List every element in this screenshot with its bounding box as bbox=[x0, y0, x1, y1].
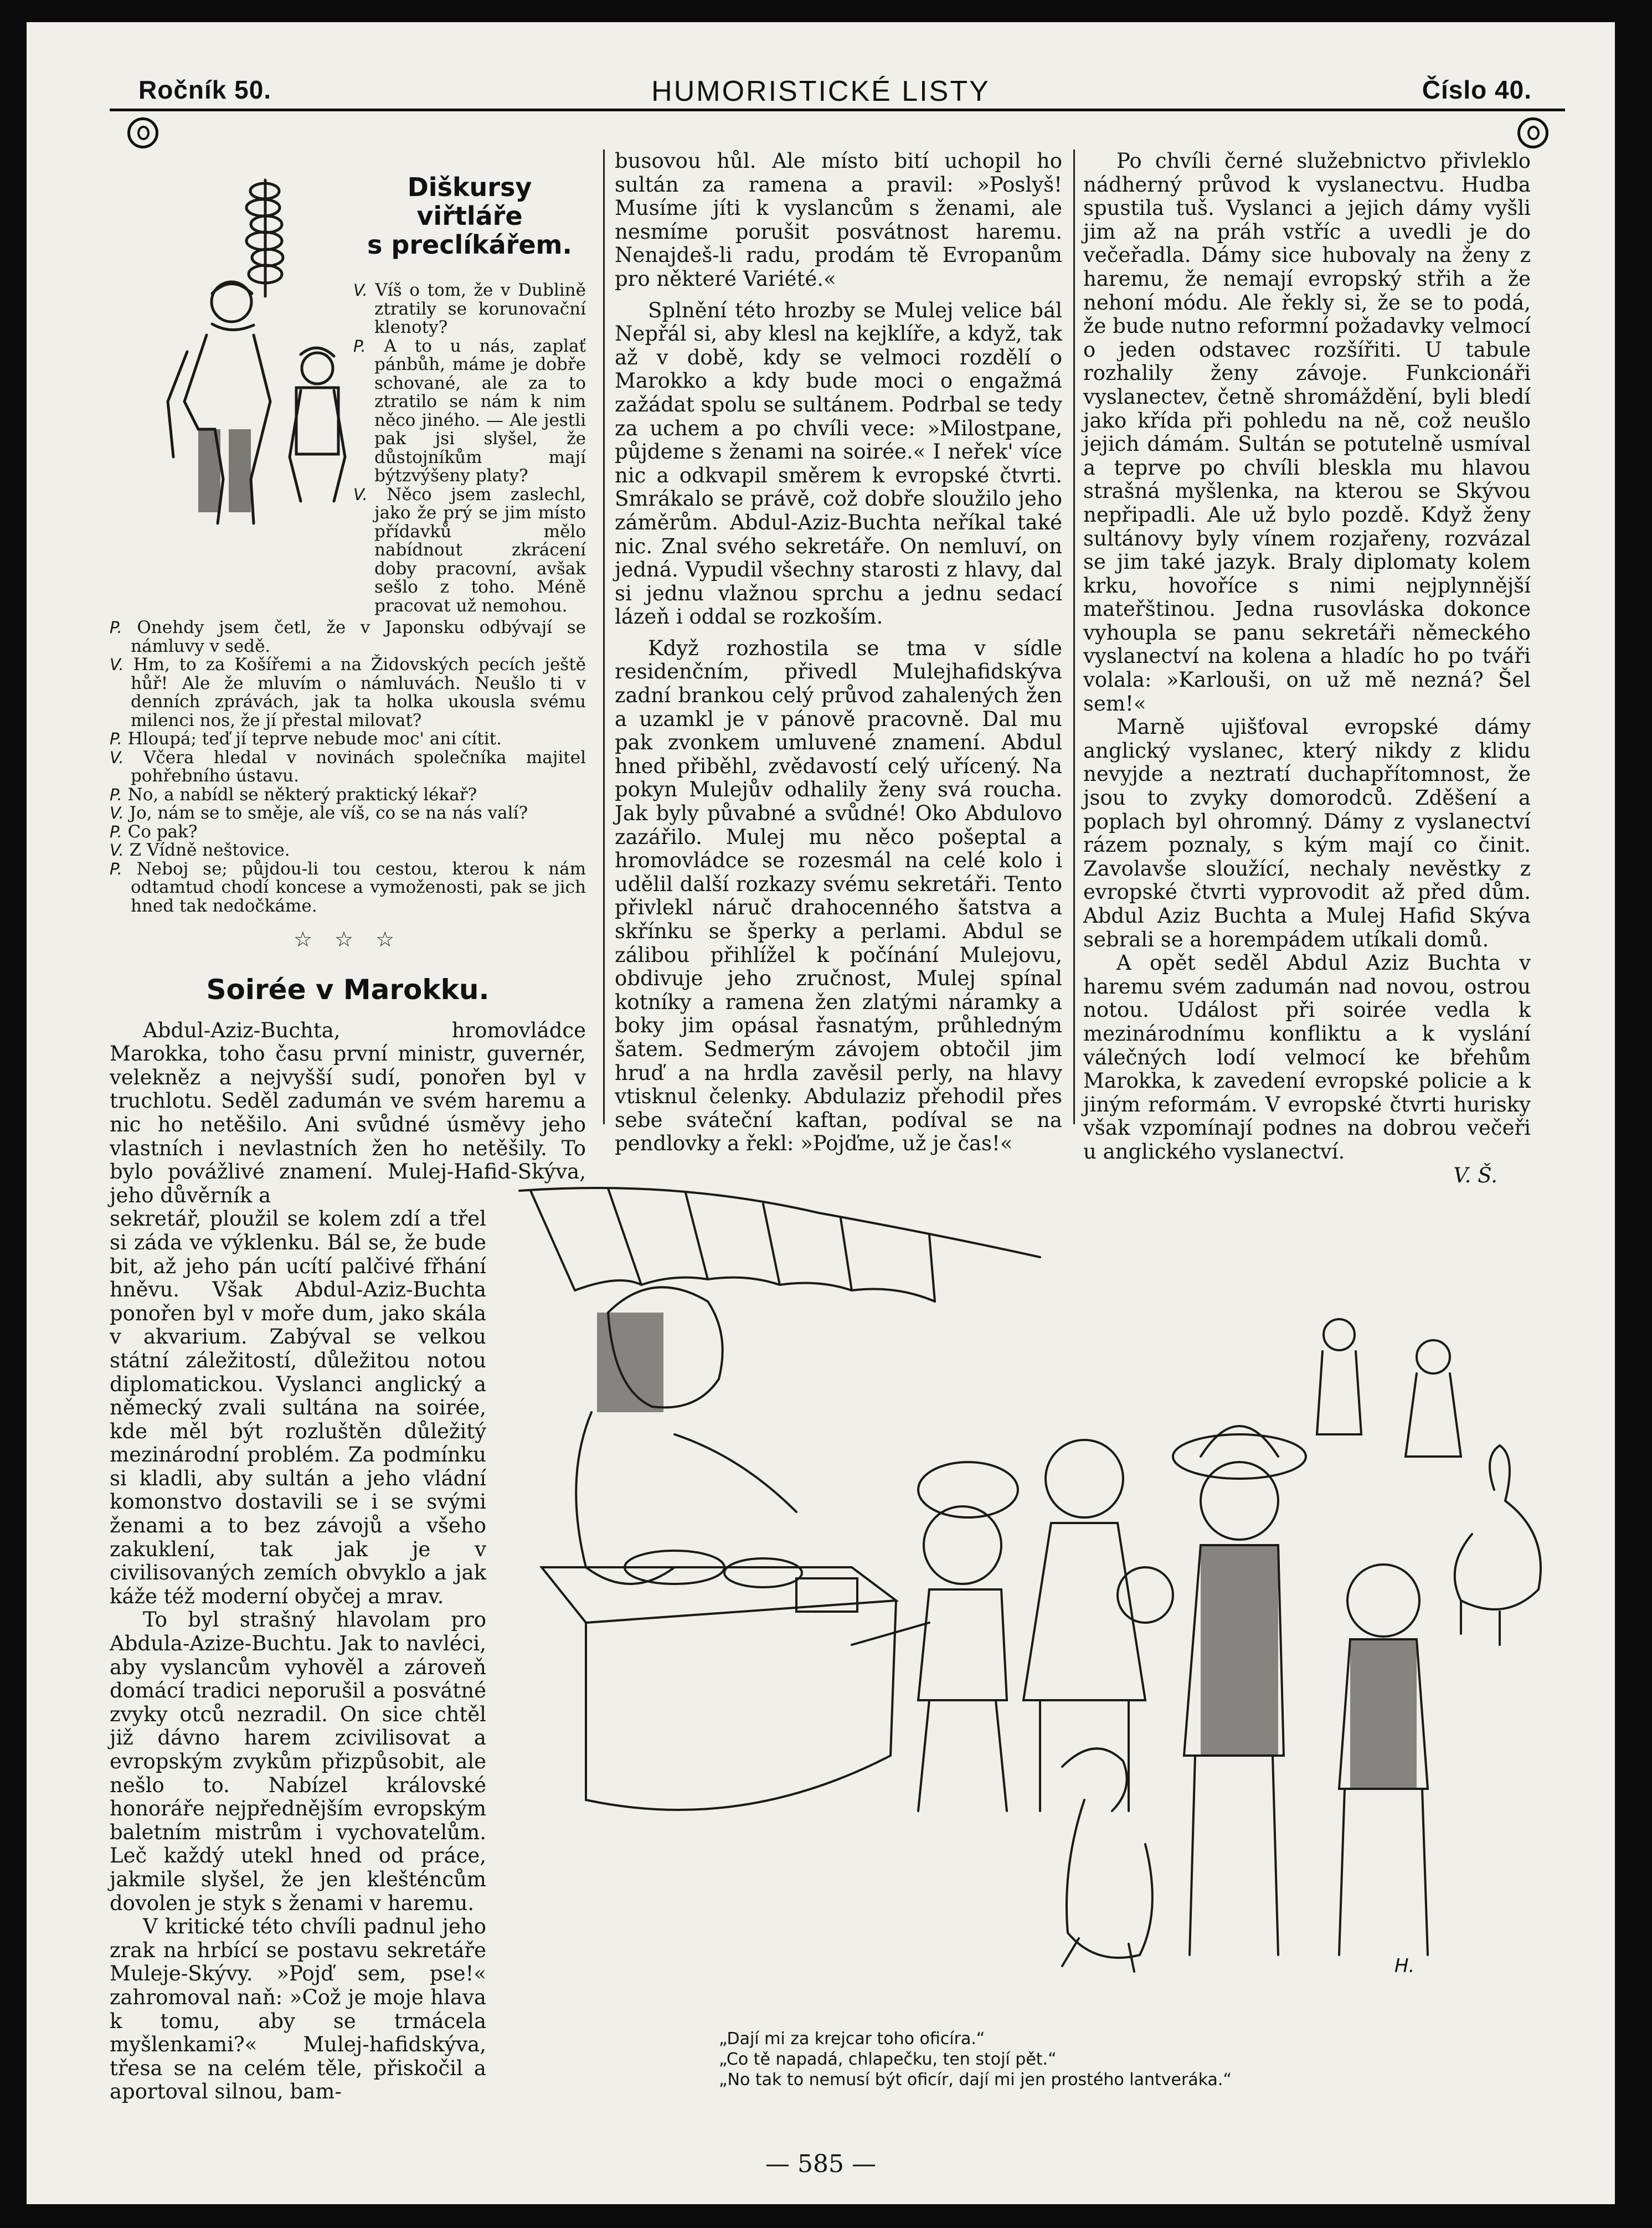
column-divider-2 bbox=[1073, 150, 1075, 1124]
illustration-caption bbox=[719, 2029, 1439, 2090]
article2-paragraph: sekretář, ploužil se kolem zdí a třel si záda ve výklenku. Bál se, že bude bit, až jeho pán ucítí palčivé fřhání hněvu. Však Abdul-Aziz-Buchta ponořen byl v moře dum, jako skála v akvarium. Zabýval se velkou státní záležitostí, důležitou notou diplomatickou. Vyslanci anglický a německý zvali sultána na soirée, kde měl být rozluštěn důležitý mezinárodní problém. Za podmínku si kladli, aby sultán a jeho vládní komonstvo dostavili se i se svými ženami a to bez závojů a všeho zakuklení, tak jak je v civilisovaných zemích obvyklo a jak káže též moderní obyčej a mrav. bbox=[110, 1207, 486, 1608]
dialogue-line: V. Jo, nám se to směje, ale víš, co se na nás valí? bbox=[110, 803, 528, 823]
column-divider-1 bbox=[603, 150, 605, 1124]
article1-title-line1: Diškursy viřtláře bbox=[407, 172, 532, 231]
article2-signature: V. Š. bbox=[1453, 1163, 1497, 1187]
issue-label: Číslo 40. bbox=[1422, 75, 1532, 104]
dialogue-line: V. Včera hledal v novinách společníka majitel pohřebního ústavu. bbox=[110, 747, 586, 786]
dialogue-line: V. Z Vídně neštovice. bbox=[110, 840, 290, 860]
article1-title-line2: s preclíkářem. bbox=[367, 230, 572, 260]
caption-line: „Dají mi za krejcar toho oficíra.“ bbox=[719, 2029, 985, 2049]
market-scene-illustration bbox=[508, 1146, 1572, 2010]
article2-title: Soirée v Marokku. bbox=[206, 973, 490, 1006]
article2-paragraph: Po chvíli černé služebnictvo přivleklo nádherný průvod k vyslanectvu. Hudba spustila tuš. Vyslanci a jejich dámy vyšli jim až na práh vstříc a uvedli je do večeřadla. Dámy sice hubovaly na ženy z haremu, že nemají evropský střih a že nehoní módu. Ale řekly si, že se to podá, že bude nutno reformní požadavky velmocí o jeden odstavec rozšířiti. U tabule rozhalily ženy závoje. Funkcionáři vyslanectev, četně shromáždění, byli bledí jako křída při pohledu na ně, což neušlo jejich dámám. Sultán se potutelně usmíval a teprve po chvíli bleskla mu hlavou strašná myšlenka, na kterou se Skývou nepřipadli. Ale už bylo pozdě. Když ženy sultánovy byly vínem rozjařeny, rozvázal se jim také jazyk. Braly diplomaty kolem krku, hovoříce s nimi nejplynnější mateřštinou. Jedna rusovláska dokonce vyhoupla se panu sekretáři německého vyslanectví na kolena a hladíc ho po tváři volala: »Karlouši, on už mě nezná? Šel sem!« bbox=[1083, 149, 1531, 716]
article2-paragraph: Splnění této hrozby se Mulej velice bál Nepřál si, aby klesl na kejklíře, a když, tak až v době, kdy se velmoci rozdělí o Marokko a kdy bude moci o engažmá zažádat spolu se sultánem. Podrbal se tedy za uchem a po chvíli vece: »Milostpane, půjdeme s ženami na soirée.« I neřek' více nic a odkvapil směrem k evropské čtvrti. Smrákalo se právě, což dobře sloužilo jeho záměrům. Abdul-Aziz-Buchta neříkal také nic. Znal svého sekretáře. On nemluví, on jedná. Vypudil všechny starosti z hlavy, dal si jednu vlažnou sprchu a jednu sedací lázeň i oddal se rozkoším. bbox=[615, 298, 1062, 629]
masthead-title: HUMORISTICKÉ LISTY bbox=[651, 75, 990, 107]
dialogue-line: P. Hloupá; teď jí teprve nebude moc' ani cítit. bbox=[110, 729, 502, 749]
article2-paragraph: Když rozhostila se tma v sídle residenčním, přivedl Mulejhafidskýva zadní brankou celý průvod zahalených žen a uzamkl je v pánově pracovně. Dal mu pak zvonkem umluvené znamení. Abdul hned přiběhl, zvědavostí celý uřícený. Na pokyn Mulejův odhalily ženy svá roucha. Jak byly půvabné a svůdné! Oko Abdulovo zazářilo. Mulej mu něco pošeptal a hromovládce se rozesmál na celé kolo i udělil další rozkazy svému sekretáři. Tento přivlekl náruč drahocenného šatstva a skřínku se šperky a perlami. Abdul se zálibou přihlížel k počínání Mulejovu, obdivuje jeho zručnost, Mulej spínal kotníky a ramena žen zlatými náramky a boky jim opásal řasnatým, průhledným šatem. Sedmerým závojem obtočil jim hruď a na hrdla zavěsil perly, na hlavy vtisknul čelenky. Abdulaziz přehodil přes sebe sváteční kaftan, podíval se na pendlovky a řekl: »Pojďme, už je čas!« bbox=[615, 636, 1062, 1156]
dialogue-line: P. Co pak? bbox=[110, 821, 198, 842]
article2-paragraph: To byl strašný hlavolam pro Abdula-Azize-Buchtu. Jak to navléci, aby vyslancům vyhověl a zároveň domácí tradici neporušil a posvátné zvyky otců nezradil. On sice chtěl již dávno harem zcivilisovat a evropským zvykům přizpůsobit, ale nešlo to. Nabízel královské honoráře nejpřednějším evropským baletním mistrům i vychovatelům. Leč každý utekl hned od práce, jakmile slyšel, že jen klešténcům dovolen je styk s ženami v haremu. bbox=[110, 1608, 486, 1915]
article2-paragraph: A opět seděl Abdul Aziz Buchta v haremu svém zadumán nad novou, ostrou notou. Událost při soirée vedla k mezinárodnímu konfliktu a k vyslání válečných lodí velmocí ke břehům Marokka, k zavedení evropské policie a k jiným reformám. V evropské čtvrti hurisky však vzpomínají podnes na dobrou večeři u anglického vyslanectví. bbox=[1083, 951, 1531, 1164]
dialogue-line: P. No, a nabídl se některý praktický lékař? bbox=[110, 784, 477, 805]
page-number: — 585 — bbox=[765, 2150, 876, 2178]
article2-paragraph: Abdul-Aziz-Buchta, hromovládce Marokka, toho času první ministr, guvernér, velekněz a nejvyšší sudí, ponořen byl v truchlotu. Seděl zadumán ve svém haremu a nic ho netěšilo. Ani svůdné úsměvy jeho vlastních i nevlastních žen ho netěšily. To bylo povážlivé znamení. Mulej-Hafid-Skýva, jeho důvěrník a bbox=[110, 1018, 586, 1207]
volume-label: Ročník 50. bbox=[138, 75, 272, 104]
dialogue-line: V. Hm, to za Košířemi a na Židovských pecích ještě hůř! Ale že mluvím o námluvách. Neušlo ti v denních zprávách, jak ta holka ukousla svému milenci nos, že jí přestal milovat? bbox=[110, 655, 586, 730]
caption-line: „No tak to nemusí být oficír, dají mi jen prostého lantveráka.“ bbox=[719, 2070, 1232, 2090]
article2-paragraph: Marně ujišťoval evropské dámy anglický vyslanec, který nikdy z klidu nevyjde a neztratí duchapřítomnost, že jsou to zvyky domorodců. Zděšení a poplach byl ohromný. Dámy z vyslanectví rázem poznaly, s kým mají co činit. Zavolavše sloužící, nechaly nevěstky z evropské čtvrti vyprovodit až před dům. Abdul Aziz Buchta a Mulej Hafid Skýva sebrali se a horempádem utíkali domů. bbox=[1083, 715, 1531, 951]
dialogue-line: P. A to u nás, zaplať pánbůh, máme je dobře schované, ale za to ztratilo se nám k nim něco jiného. — Ale jestli pak jsi slyšel, že důstojníkům mají býtzvýšeny platy? bbox=[353, 336, 586, 486]
dialogue-line: V. Něco jsem zaslechl, jako že prý se jim místo přídavků mělo nabídnout zkrácení doby pracovní, avšak sešlo z toho. Méně pracovat už nemohou. bbox=[353, 484, 586, 616]
dialogue-wide bbox=[110, 619, 586, 915]
column-2 bbox=[615, 150, 1062, 1156]
newspaper-page bbox=[27, 22, 1615, 2204]
ornament-right-icon bbox=[1517, 117, 1548, 148]
article2-paragraph: busovou hůl. Ale místo bití uchopil ho sultán za ramena a pravil: »Poslyš! Musíme jíti k vyslancům s ženami, ale nesmíme porušit posvátnost haremu. Nenajdeš-li radu, prodám tě Evropanům pro některé Variété.« bbox=[615, 149, 1062, 291]
article2-paragraph: V kritické této chvíli padnul jeho zrak na hrbící se postavu sekretáře Muleje-Skývy. »Pojď sem, pse!« zahromoval naň: »Což je moje hlava k tomu, aby se trmácela myšlenkami?« Mulej-hafidskýva, třesa se na celém těle, přiskočil a aportoval silnou, bam- bbox=[110, 1915, 486, 2104]
dialogue-narrow bbox=[353, 281, 586, 615]
header-rule bbox=[110, 109, 1565, 111]
column-1-narrow-text bbox=[110, 1207, 486, 2104]
column-3 bbox=[1083, 150, 1531, 1187]
illustration-signature: H. bbox=[1394, 1955, 1415, 1977]
caption-line: „Co tě napadá, chlapečku, ten stojí pět.“ bbox=[719, 2050, 1057, 2069]
section-stars: ☆ ☆ ☆ bbox=[293, 927, 403, 951]
dialogue-line: V. Víš o tom, že v Dublině ztratily se korunovační klenoty? bbox=[353, 280, 586, 337]
ornament-left-icon bbox=[127, 117, 158, 148]
dialogue-line: P. Neboj se; půjdou-li tou cestou, kterou k nám odtamtud chodí koncese a vymoženosti, pak se jich hned tak nedočkáme. bbox=[110, 858, 586, 916]
dialogue-line: P. Onehdy jsem četl, že v Japonsku odbývají se námluvy v sedě. bbox=[110, 618, 586, 656]
